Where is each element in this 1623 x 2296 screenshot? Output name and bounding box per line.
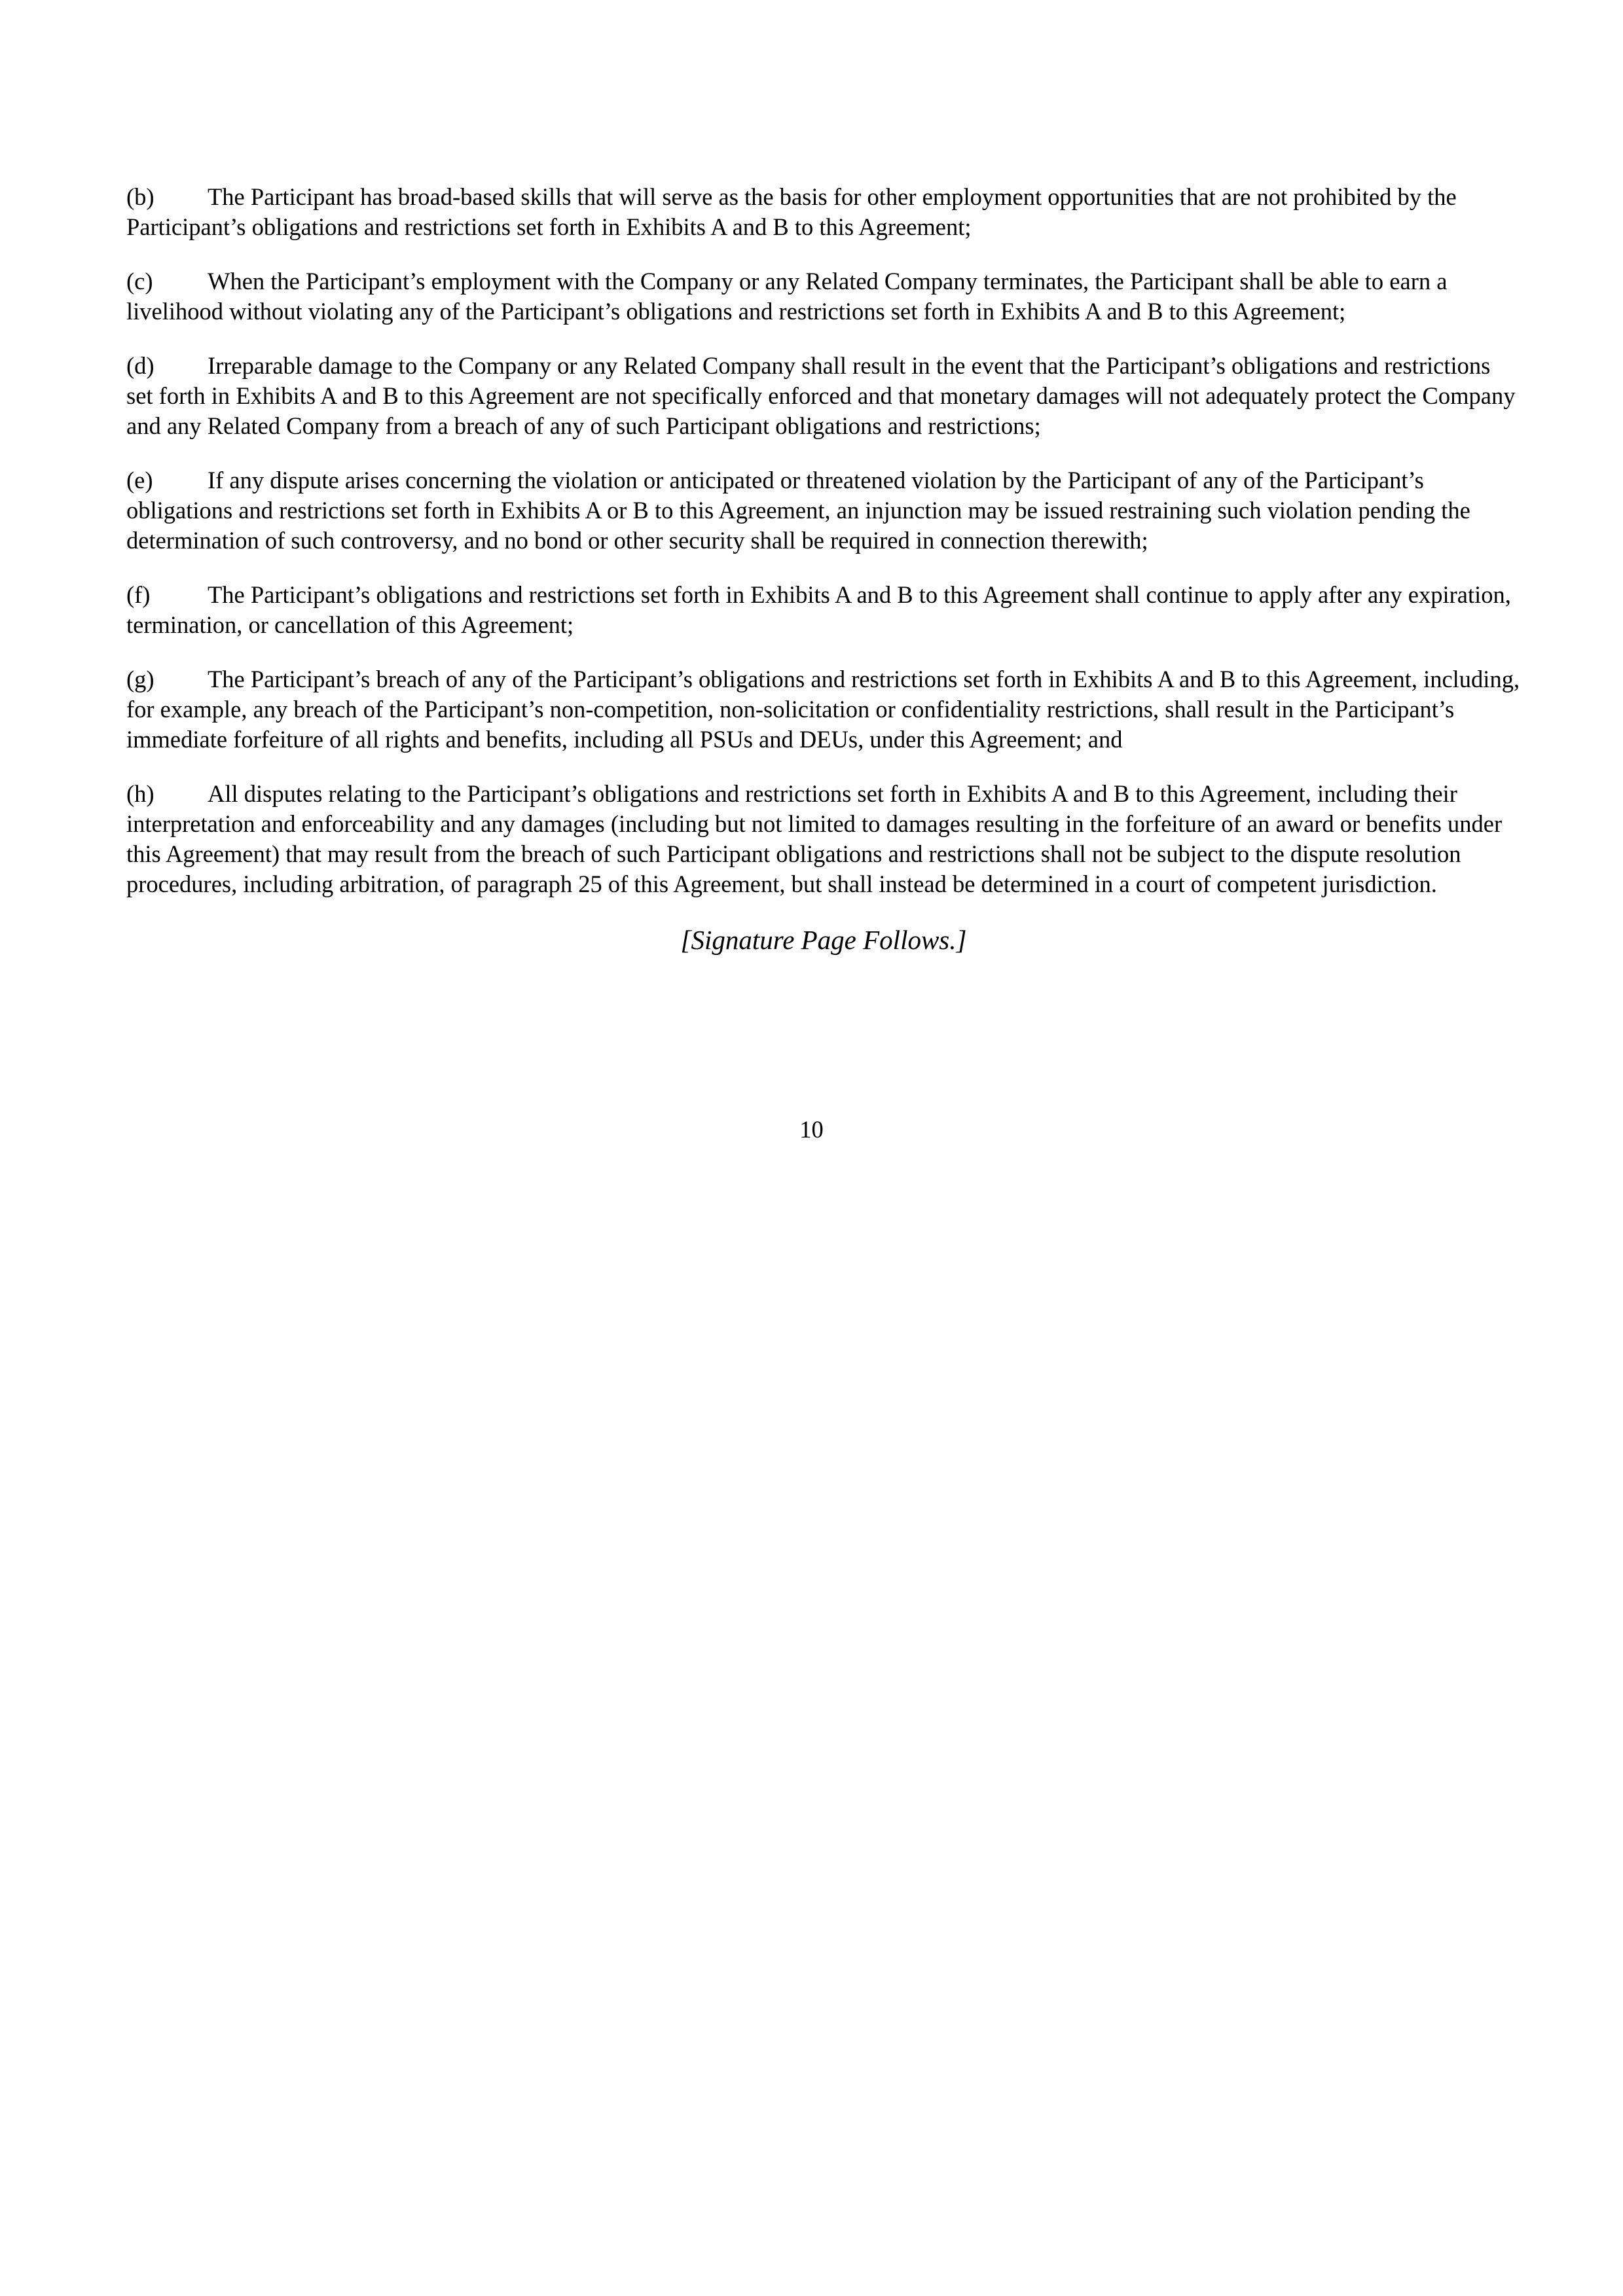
paragraph-label: (f) <box>126 581 151 608</box>
paragraph-label: (b) <box>126 183 155 210</box>
paragraph-text: The Participant has broad-based skills that will serve as the basis for other employment opportunities that are not prohibited by the Participant’s obligations and restrictions set forth in Exhibits A and B to this Agreement; <box>126 183 1457 240</box>
paragraph-text: If any dispute arises concerning the violation or anticipated or threatened violation by the Participant of any of the Participant’s obligations and restrictions set forth in Exhibits A or B to this Agreement, an injunction may be issued restraining such violation pending the determination of such controversy, and no bond or other security shall be required in connection therewith; <box>126 467 1470 554</box>
signature-page-note: [Signature Page Follows.] <box>680 925 967 955</box>
paragraph-text: The Participant’s obligations and restrictions set forth in Exhibits A and B to this Agreement shall continue to apply after any expiration, termination, or cancellation of this Agreement; <box>126 581 1511 638</box>
paragraph-b <box>126 182 1521 242</box>
document-body <box>126 182 1521 956</box>
paragraph-text: All disputes relating to the Participant’s obligations and restrictions set forth in Exhibits A and B to this Agreement, including their interpretation and enforceability and any damages (including but not limited to damages resulting in the forfeiture of an award or benefits under this Agreement) that may result from the breach of such Participant obligations and restrictions shall not be subject to the dispute resolution procedures, including arbitration, of paragraph 25 of this Agreement, but shall instead be determined in a court of competent jurisdiction. <box>126 780 1503 897</box>
paragraph-label: (e) <box>126 467 153 493</box>
paragraph-text: When the Participant’s employment with the Company or any Related Company terminates, the Participant shall be able to earn a livelihood without violating any of the Participant’s obligations and restrictions set forth in Exhibits A and B to this Agreement; <box>126 268 1448 325</box>
paragraph-g <box>126 664 1521 755</box>
paragraph-label: (g) <box>126 666 155 692</box>
paragraph-h <box>126 779 1521 899</box>
page-number: 10 <box>799 1116 824 1143</box>
paragraph-e <box>126 465 1521 556</box>
paragraph-label: (c) <box>126 268 153 295</box>
paragraph-text: The Participant’s breach of any of the Participant’s obligations and restrictions set forth in Exhibits A and B to this Agreement, including, for example, any breach of the Participant’s non-competition, non-solicitation or confidentiality restrictions, shall result in the Participant’s immediate forfeiture of all rights and benefits, including all PSUs and DEUs, under this Agreement; and <box>126 666 1520 753</box>
paragraph-d <box>126 351 1521 441</box>
paragraph-c <box>126 266 1521 327</box>
paragraph-label: (h) <box>126 780 155 807</box>
paragraph-label: (d) <box>126 352 155 379</box>
paragraph-f <box>126 580 1521 640</box>
paragraph-text: Irreparable damage to the Company or any Related Company shall result in the event that the Participant’s obligations and restrictions set forth in Exhibits A and B to this Agreement are not specifically enforced and that monetary damages will not adequately protect the Company and any Related Company from a breach of any of such Participant obligations and restrictions; <box>126 352 1516 439</box>
